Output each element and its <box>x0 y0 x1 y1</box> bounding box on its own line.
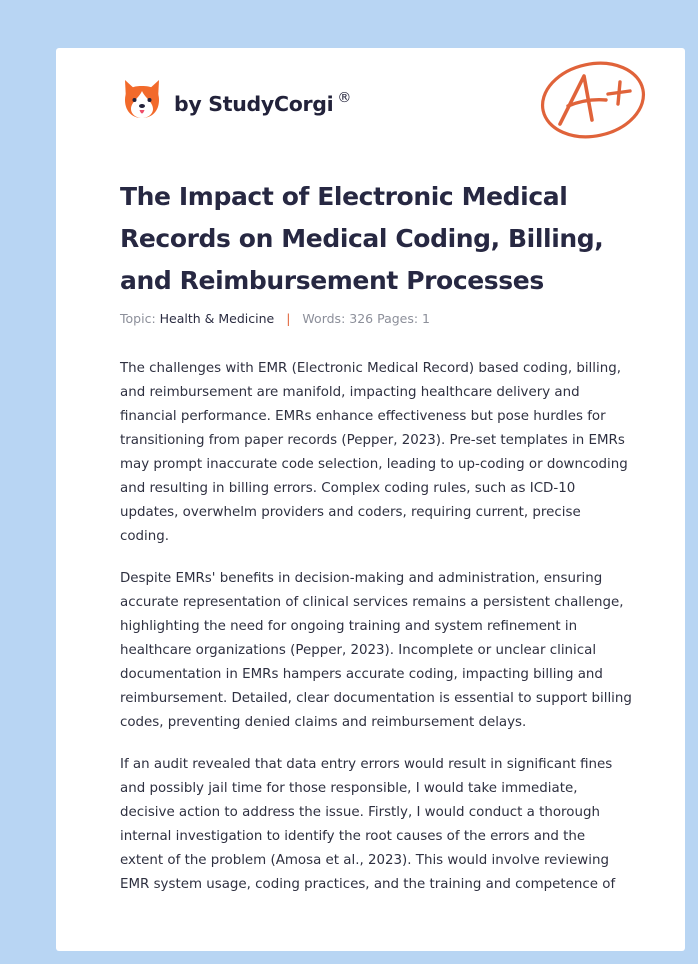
paragraph: Despite EMRs' benefits in decision-making and administration, ensuring accurate representation of clinical services remains a persistent challenge, highlighting the need for ongoing training and system refinement in healthcare organizations (Pepper, 2023). Incomplete or unclear clinical documentation in EMRs hampers accurate coding, impacting billing and reimbursement. Detailed, clear documentation is essential to support billing codes, preventing denied claims and reimbursement delays. <box>120 571 632 730</box>
paragraph: If an audit revealed that data entry errors would result in significant fines and possibly jail time for those responsible, I would take immediate, decisive action to address the issue. Firstly, I would conduct a thorough internal investigation to identify the root causes of the errors and the extent of the problem (Amosa et al., 2023). This would involve reviewing EMR system usage, coding practices, and the training and competence of <box>120 757 616 892</box>
page-count: Pages: 1 <box>377 311 431 326</box>
meta-separator: | <box>286 311 291 326</box>
document-meta <box>120 311 430 326</box>
a-plus-grade-icon <box>538 58 648 142</box>
document-body <box>120 357 632 915</box>
paragraph: The challenges with EMR (Electronic Medical Record) based coding, billing, and reimbursement are manifold, impacting healthcare delivery and financial performance. EMRs enhance effectiveness but pose hurdles for transitioning from paper records (Pepper, 2023). Pre-set templates in EMRs may prompt inaccurate code selection, leading to up-coding or downcoding and resulting in billing errors. Complex coding rules, such as ICD-10 updates, overwhelm providers and coders, requiring current, precise coding. <box>120 361 628 544</box>
topic-label: Topic: <box>120 311 156 326</box>
registered-mark: ® <box>337 90 352 106</box>
word-count: Words: 326 <box>302 311 374 326</box>
brand-name: by StudyCorgi ® <box>174 90 352 116</box>
document-title: The Impact of Electronic Medical Records on Medical Coding, Billing, and Reimbursement Processes <box>120 182 604 295</box>
document-page <box>56 48 685 951</box>
studycorgi-logo[interactable] <box>122 76 351 124</box>
topic-link[interactable]: Health & Medicine <box>159 311 275 326</box>
corgi-icon <box>122 78 162 122</box>
